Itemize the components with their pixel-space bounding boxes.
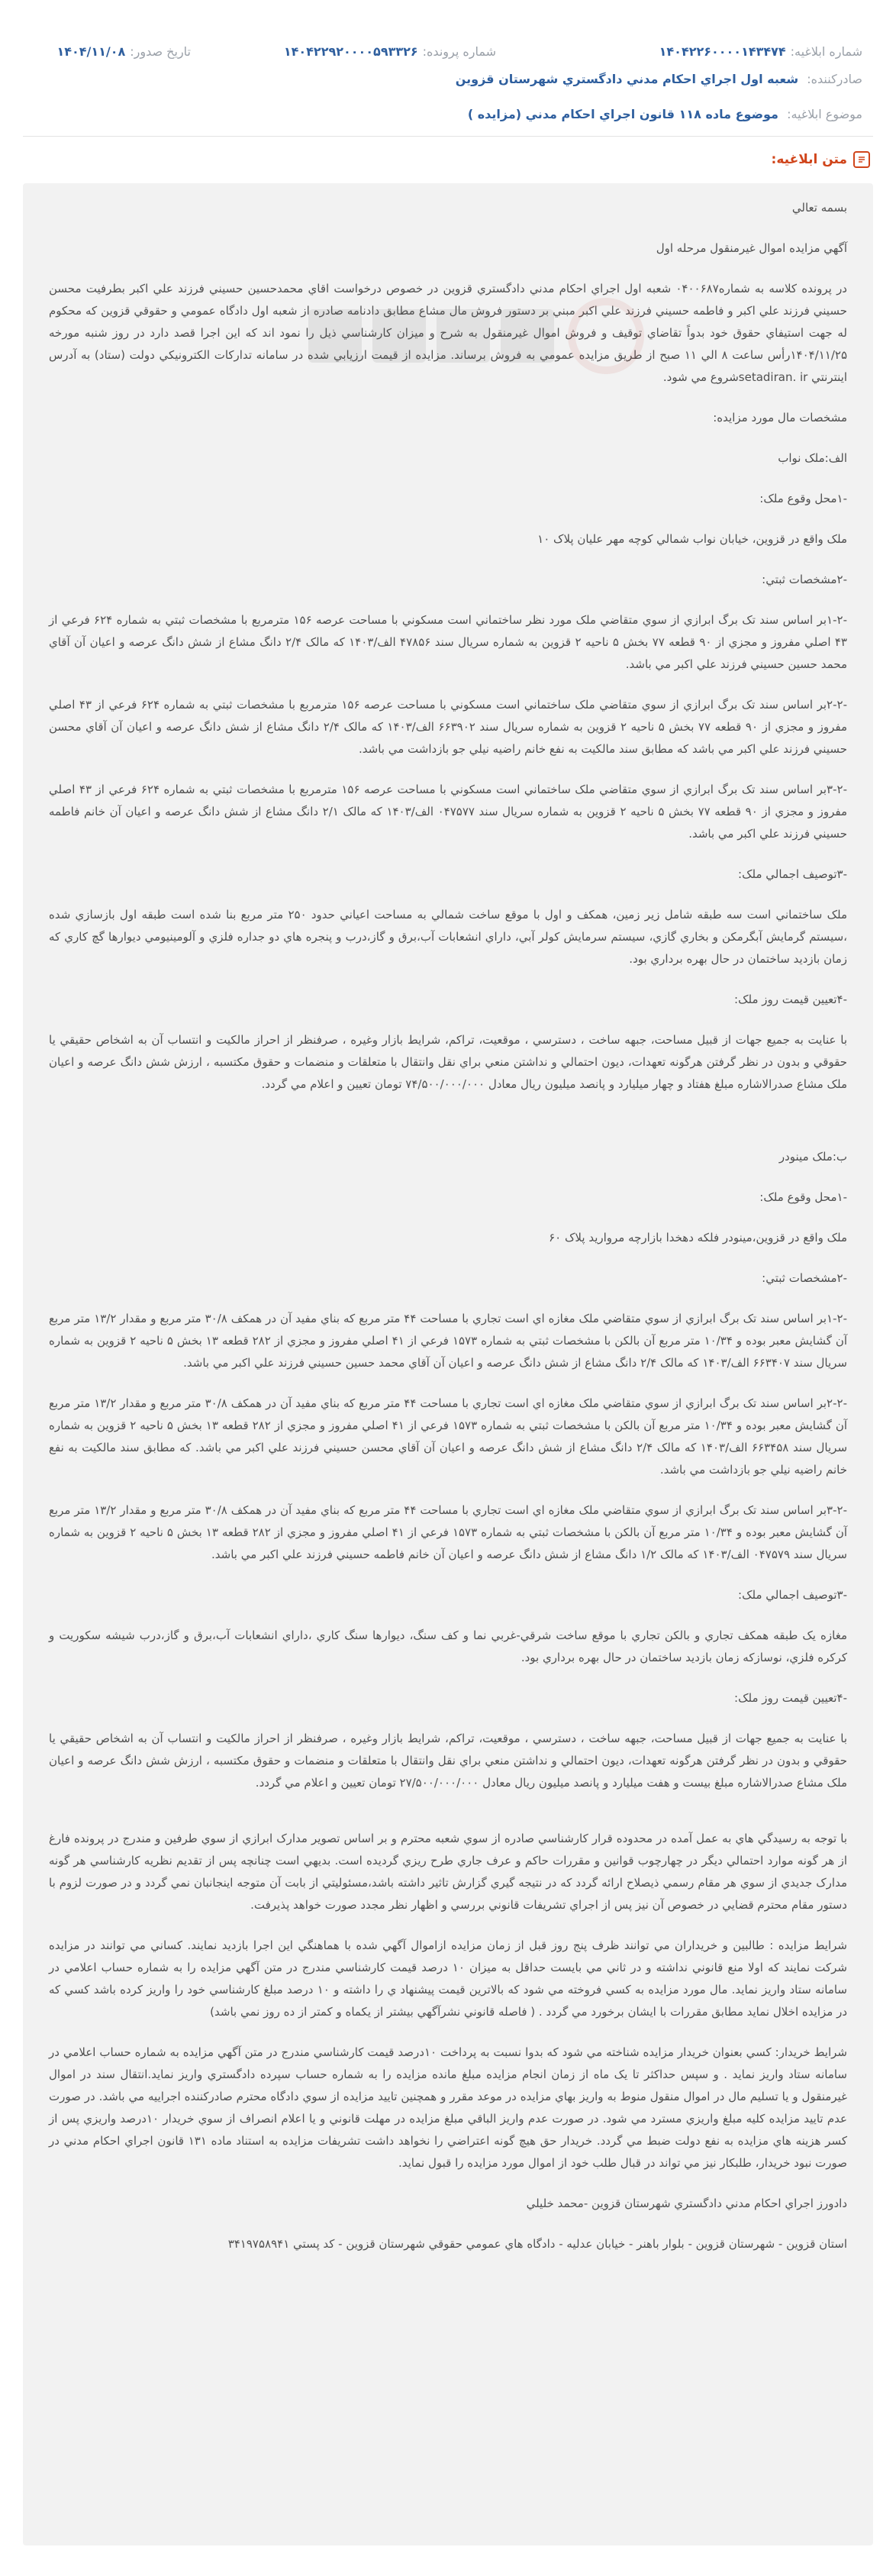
notice-paragraph: -۴تعيين قيمت روز ملک: — [734, 1691, 847, 1705]
notice-paragraph: الف:ملک نواب — [778, 451, 847, 465]
notice-paragraph: شرايط مزايده : طالبين و خريداران مي توانند ظرف پنج روز قبل از زمان مزايده ازاموال آگهي شده با هماهنگي اين اجرا بازديد نمايند. کساني مي توانند در مزايده شرکت نمايند که اولا منع قانوني نداشته و در ثاني مي بايست حداقل به ميزان ۱۰ درصد قيمت کارشناسي مندرج در متن آگهي مزايده را به شماره حساب اعلامي در سامانه ستاد واريز نمايد. مال مورد مزايده به کسي فروخته مي شود که بالاترين قيمت پيشنهاد ي را داشته و ۱۰ درصد مبلغ کارشناسي خود را واريز کرده باشد کسي که در مزايده اخلال نمايد مطابق مقررات با ايشان برخورد مي گردد . ( فاصله قانوني نشرآگهي بيشتر از يکماه و کمتر از ده روز نمي باشد) — [49, 1938, 847, 2019]
notice-paragraph: با عنايت به جميع جهات از قبيل مساحت، جبهه ساخت ، دسترسي ، موقعيت، تراکم، شرايط بازار وغيره ، صرفنظر از احراز مالکيت و انتساب آن به اشخاص حقيقي يا حقوقي و بدون در نظر گرفتن هرگونه تعهدات، ديون احتمالي و نداشتن منعي براي نقل وانتقال با متعلقات و منضمات و حقوق مکتسبه ، ارزش شش دانگ عرصه و اعيان ملک مشاع صدرالاشاره مبلغ بيست و هفت ميليارد و پانصد ميليون ريال معادل ۲۷/۵۰۰/۰۰۰/۰۰۰ تومان تعيين و اعلام مي گردد. — [49, 1732, 847, 1790]
issue-date — [56, 44, 191, 59]
notice-paragraph: -۲مشخصات ثبتي: — [762, 1271, 847, 1285]
notice-paragraph: با توجه به رسيدگي هاي به عمل آمده در محدوده قرار کارشناسي صادره از سوي شعبه محترم و بر اساس تصوير مدارک ابرازي از سوي طرفين و مندرج در پرونده فارغ از هر گونه موارد احتمالي ديگر در چهارچوب قوانين و مقررات حاکم و عرف جاري طرح ريزي گرديده است. بديهي است چنانچه پس از تقديم نظريه کارشناسي هر گونه مدارک جديدي از سوي هر مقام رسمي ذيصلاح ارائه گردد که در نتيجه گيري گزارش تاثير داشته باشد،مسئوليتي از بابت آن متوجه اينجانبان نمي گردد و در صورت لزوم با دستور مقام محترم قضايي در خصوص آن نيز پس از اجراي تشريفات قانوني بررسي و اظهار نظر مجدد صورت خواهد پذيرفت. — [49, 1832, 847, 1912]
notice-paragraph: مغازه يک طبقه همکف تجاري و بالکن تجاري با موقع ساخت شرقي-غربي نما و کف سنگ، ديوارها سنگ کاري ،داراي انشعابات آب،برق و گاز،درب شيشه سکوريت و کرکره فلزي، نوسازکه زمان بازديد ساختمان در حال بهره برداري بود. — [49, 1629, 847, 1664]
header-divider — [23, 136, 873, 137]
notice-paragraph: ملک واقع در قزوين،مينودر فلکه دهخدا بازارچه مرواريد پلاک ۶۰ — [549, 1231, 847, 1244]
notice-paragraph: ب:ملک مينودر — [778, 1150, 847, 1164]
notice-meta-row — [34, 40, 862, 63]
notice-paragraph: -۱-۲بر اساس سند تک برگ ابرازي از سوي متقاضي ملک مغازه اي است تجاري با مساحت ۴۴ متر مربع که بناي مفيد آن در همکف ۳۰/۸ متر مربع و مقدار ۱۳/۲ متر مربع آن گشايش معبر بوده و ۱۰/۳۴ متر مربع آن بالکن با مشخصات ثبتي به شماره ۱۵۷۳ فرعي از ۴۱ اصلي مفروز و مجزي از ۲۸۲ قطعه ۱۳ بخش ۵ ناحيه ۲ قزوين به شماره سريال سند ۶۶۳۴۰۷ الف/۱۴۰۳ که مالک ۲/۴ دانگ مشاع از شش دانگ عرصه و اعيان آن آقاي محمد حسين حسيني فرزند علي اکبر مي باشد. — [49, 1312, 848, 1370]
notice-text-heading — [772, 151, 870, 168]
issuer — [456, 72, 862, 86]
notice-paragraph: -۱-۲بر اساس سند تک برگ ابرازي از سوي متقاضي ملک مورد نظر ساختماني است مسکوني با مساحت عرصه ۱۵۶ مترمربع با مشخصات ثبتي به شماره ۶۲۴ فرعي از ۴۳ اصلي مفروز و مجزي از ۹۰ قطعه ۷۷ بخش ۵ ناحيه ۲ قزوين به شماره سريال سند ۴۷۸۵۶ الف/۱۴۰۳ که مالک ۲/۴ دانگ مشاع از شش دانگ عرصه و اعيان آن آقاي محمد حسين حسيني فرزند علي اکبر مي باشد. — [49, 613, 847, 671]
subject-value: موضوع ماده ۱۱۸ قانون اجراي احکام مدني (مزايده ) — [467, 107, 778, 121]
notice-number — [496, 44, 862, 59]
notice-paragraph: -۱محل وقوع ملک: — [759, 1190, 847, 1204]
notice-paragraph: در پرونده کلاسه به شماره۰۴۰۰۶۸۷ شعبه اول اجراي احکام مدني دادگستري قزوين در خصوص درخواست اقاي محمدحسين حسيني فرزند علي اکبر بطرفيت محسن حسيني فرزند علي اکبر و فاطمه حسيني فرزند علي اکبر مبني بر دستور فروش مال مشاع مطابق دادنامه صادره از شعبه اول دادگاه عمومي و حقوقي قزوين که محکوم له جهت استيفاي حقوق خود بدواً تقاضاي توقيف و فروش اموال غيرمنقول به شرح و ميزان کارشناسي ذيل را نمود اند که اين اجرا قصد دارد در روز شنبه مورخه ۱۴۰۴/۱۱/۲۵رأس ساعت ۸ الي ۱۱ صبح از طريق مزايده عمومي به فروش برساند. مزايده از قيمت ارزيابي شده در سامانه تدارکات الکترونيکي دولت (ستاد) به آدرس اينترنتي setadiran. irشروع مي شود. — [49, 282, 848, 384]
notice-paragraph: با عنايت به جميع جهات از قبيل مساحت، جبهه ساخت ، دسترسي ، موقعيت، تراکم، شرايط بازار وغيره ، صرفنظر از احراز مالکيت و انتساب آن به اشخاص حقيقي يا حقوقي و بدون در نظر گرفتن هرگونه تعهدات، ديون احتمالي و نداشتن منعي براي نقل وانتقال با متعلقات و منضمات و حقوق مکتسبه ، ارزش شش دانگ عرصه و اعيان ملک مشاع صدرالاشاره مبلغ هفتاد و چهار ميليارد و پانصد ميليون ريال معادل ۷۴/۵۰۰/۰۰۰/۰۰۰ تومان تعيين و اعلام مي گردد. — [49, 1033, 847, 1091]
notice-number-value: ۱۴۰۴۲۲۶۰۰۰۰۱۴۳۴۷۴ — [659, 44, 786, 59]
notice-number-label: شماره ابلاغيه: — [790, 44, 862, 59]
issue-date-value: ۱۴۰۴/۱۱/۰۸ — [56, 44, 126, 59]
notice-paragraph: -۲-۲بر اساس سند تک برگ ابرازي از سوي متقاضي ملک مغازه اي است تجاري با مساحت ۴۴ متر مربع که بناي مفيد آن در همکف ۳۰/۸ متر مربع و مقدار ۱۳/۲ متر مربع آن گشايش معبر بوده و ۱۰/۳۴ متر مربع آن بالکن با مشخصات ثبتي به شماره ۱۵۷۳ فرعي از ۴۱ اصلي مفروز و مجزي از ۲۸۲ قطعه ۱۳ بخش ۵ ناحيه ۲ قزوين به شماره سريال سند ۶۶۳۴۵۸ الف/۱۴۰۳ که مالک ۲/۴ دانگ مشاع از شش دانگ عرصه و اعيان آن آقاي محسن حسيني فرزند علي اکبر مي باشد. که مطابق سند مالکيت به نفع خانم راضيه نيلي جو بازداشت مي باشد. — [49, 1396, 848, 1477]
notice-paragraph: -۴تعيين قيمت روز ملک: — [734, 993, 847, 1006]
notice-paragraph: شرايط خريدار: کسي بعنوان خريدار مزايده شناخته مي شود که بدوا نسبت به پرداخت ۱۰درصد قيمت کارشناسي مندرج در متن آگهي مزايده به شماره حساب اعلامي در سامانه ستاد واريز نمايد . و سپس حداکثر تا يک ماه از زمان انجام مزايده مبلغ مانده مزايده را به شماره حساب سپرده دادگستري واريز نمايد.انتقال سند در اموال غيرمنقول و يا تسليم مال در اموال منقول منوط به واريز بهاي مزايده در موعد مقرر و همچنين تاييد مزايده از سوي دادگاه محترم صادرکننده اجراييه مي باشد. در صورت عدم تاييد مزايده کليه مبلغ واريزي مسترد مي شود. در صورت عدم واريز الباقي مبلغ مزايده در مهلت قانوني و يا اعلام انصراف از سوي خريدار ۱۰درصد واريزي پس از کسر هزينه هاي مزايده به نفع دولت ضبط مي گردد. خريدار حق هيچ گونه اعتراضي را نخواهد داشت تشريفات مزايده به استناد ماده ۱۳۱ قانون اجراي احکام مدني در صورت نبود خريدار، طلبکار نيز مي تواند در قبال طلب خود از اموال مورد مزايده را قبول نمايد. — [49, 2045, 847, 2170]
notice-text-title: متن ابلاغيه: — [771, 152, 847, 167]
document-icon — [853, 151, 870, 168]
notice-paragraph: -۲مشخصات ثبتي: — [762, 573, 847, 586]
notice-paragraph: دادورز اجراي احکام مدني دادگستري شهرستان قزوين -محمد خليلي — [526, 2197, 847, 2210]
notice-paragraph: استان قزوين - شهرستان قزوين - بلوار باهنر - خيابان عدليه - دادگاه هاي عمومي حقوقي شهرستان قزوين - کد پستي ۳۴۱۹۷۵۸۹۴۱ — [227, 2237, 847, 2251]
notice-paragraph: -۳-۲بر اساس سند تک برگ ابرازي از سوي متقاضي ملک مغازه اي است تجاري با مساحت ۴۴ متر مربع که بناي مفيد آن در همکف ۳۰/۸ متر مربع و مقدار ۱۳/۲ متر مربع آن گشايش معبر بوده و ۱۰/۳۴ متر مربع آن بالکن با مشخصات ثبتي به شماره ۱۵۷۳ فرعي از ۴۱ اصلي مفروز و مجزي از ۲۸۲ قطعه ۱۳ بخش ۵ ناحيه ۲ قزوين به شماره سريال سند ۰۴۷۵۷۹ الف/۱۴۰۳ که مالک ۱/۲ دانگ مشاع از شش دانگ عرصه و اعيان آن خانم فاطمه حسيني فرزند علي اکبر مي باشد. — [49, 1503, 848, 1561]
notice-body — [23, 183, 873, 2545]
notice-paragraph: -۳-۲بر اساس سند تک برگ ابرازي از سوي متقاضي ملک ساختماني است مسکوني با مساحت عرصه ۱۵۶ مترمربع با مشخصات ثبتي به شماره ۶۲۴ فرعي از ۴۳ اصلي مفروز و مجزي از ۹۰ قطعه ۷۷ بخش ۵ ناحيه ۲ قزوين به شماره سريال سند ۰۴۷۵۷۷ الف/۱۴۰۳ که مالک ۲/۱ دانگ مشاع از شش دانگ عرصه و اعيان آن خانم فاطمه حسيني فرزند علي اکبر مي باشد. — [49, 783, 847, 841]
notice-paragraph: -۳توصيف اجمالي ملک: — [738, 867, 847, 881]
subject-label: موضوع ابلاغيه: — [787, 107, 862, 121]
notice-paragraph: بسمه تعالي — [791, 201, 847, 215]
notice-paragraph: -۱محل وقوع ملک: — [759, 492, 847, 505]
issuer-label: صادرکننده: — [807, 72, 862, 86]
issuer-value: شعبه اول اجراي احکام مدني دادگستري شهرستان قزوين — [455, 72, 799, 86]
notice-paragraph: -۲-۲بر اساس سند تک برگ ابرازي از سوي متقاضي ملک ساختماني است مسکوني با مساحت عرصه ۱۵۶ مترمربع با مشخصات ثبتي به شماره ۶۲۴ فرعي از ۴۳ اصلي مفروز و مجزي از ۹۰ قطعه ۷۷ بخش ۵ ناحيه ۲ قزوين به شماره سريال سند ۶۶۳۹۰۲ الف/۱۴۰۳ که مالک ۲/۴ دانگ مشاع از شش دانگ عرصه و اعيان آن آقاي محسن حسيني فرزند علي اکبر مي باشد که مطابق سند مالکيت به نفع خانم راضيه نيلي جو بازداشت مي باشد. — [49, 698, 847, 756]
notice-paragraph: مشخصات مال مورد مزايده: — [713, 411, 847, 424]
case-number — [191, 44, 496, 59]
notice-paragraph: ملک ساختماني است سه طبقه شامل زير زمين، همکف و اول با موقع ساخت شمالي به مساحت اعياني حدود ۲۵۰ متر مربع بنا شده است طبقه اول بازسازي شده ،سيستم گرمايش آبگرمکن و بخاري گازي، سيستم سرمايش کولر آبي، داراي انشعابات آب،برق و گاز،درب و پنجره هاي دو جداره فلزي و آلومينيومي ديوارها گچ کاري که زمان بازديد ساختمان در حال بهره برداري بود. — [49, 908, 848, 966]
notice-paragraph: ملک واقع در قزوين، خيابان نواب شمالي کوچه مهر عليان پلاک ۱۰ — [537, 532, 847, 546]
notice-paragraph: -۳توصيف اجمالي ملک: — [738, 1588, 847, 1602]
issue-date-label: تاريخ صدور: — [130, 44, 191, 59]
case-number-value: ۱۴۰۴۲۲۹۲۰۰۰۰۵۹۳۳۲۶ — [283, 44, 418, 59]
notice-paragraph: آگهي مزايده اموال غيرمنقول مرحله اول — [656, 241, 847, 255]
subject — [468, 107, 862, 121]
case-number-label: شماره پرونده: — [422, 44, 496, 59]
